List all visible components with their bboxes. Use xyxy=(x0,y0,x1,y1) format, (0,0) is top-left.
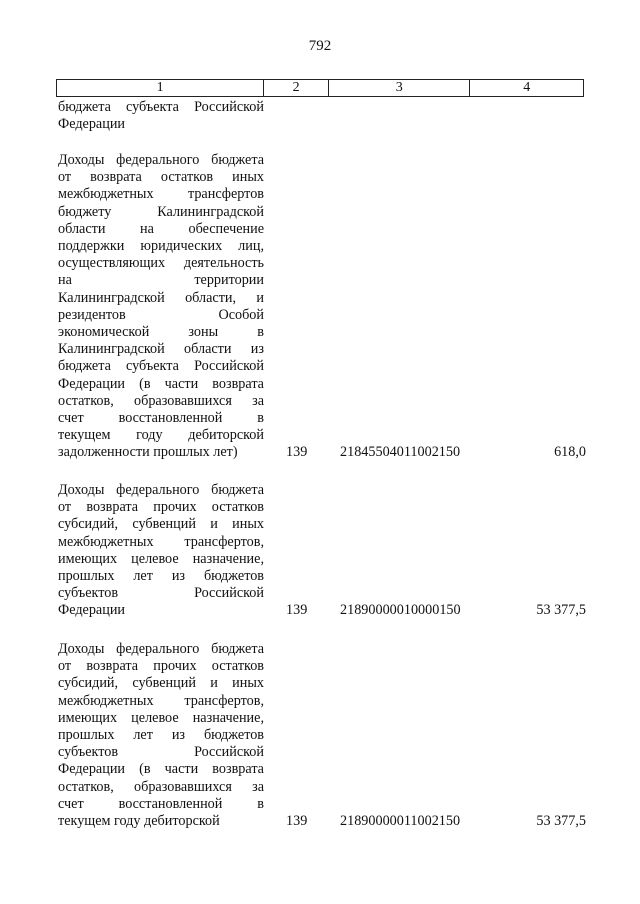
description-line: Калининградской области из xyxy=(58,341,264,358)
table-row xyxy=(58,152,586,462)
description-line: бюджета субъекта Российской xyxy=(58,99,264,115)
row-description xyxy=(58,152,264,462)
description-line: от возврата остатков иных xyxy=(58,169,264,186)
table-header xyxy=(56,79,584,97)
description-line: субсидий, субвенций и иных xyxy=(58,516,264,533)
table-row xyxy=(58,99,586,133)
description-line: области на обеспечение xyxy=(58,220,264,237)
description-line: Калининградской области, и xyxy=(58,289,264,306)
description-line: прошлых лет из бюджетов xyxy=(58,727,264,744)
description-line: Доходы федерального бюджета xyxy=(58,482,264,498)
description-line: остатков, образовавшихся за xyxy=(58,392,264,409)
description-line: Федерации (в части возврата xyxy=(58,375,264,392)
description-line: на территории xyxy=(58,272,264,289)
row-kbk: 21890000011002150 xyxy=(340,813,461,830)
description-line: от возврата прочих остатков xyxy=(58,658,264,675)
page-number: 792 xyxy=(308,38,332,54)
row-description xyxy=(58,641,264,830)
description-line: субъектов Российской xyxy=(58,744,264,761)
table-row xyxy=(58,482,586,620)
header-col-2: 2 xyxy=(264,80,329,96)
header-col-4: 4 xyxy=(523,80,531,95)
row-kbk: 21845504011002150 xyxy=(340,444,461,461)
row-amount: 618,0 xyxy=(554,444,586,461)
description-line: поддержки юридических лиц, xyxy=(58,238,264,255)
description-line: прошлых лет из бюджетов xyxy=(58,568,264,585)
description-line: субсидий, субвенций и иных xyxy=(58,675,264,692)
row-code: 139 xyxy=(286,602,308,619)
description-line: от возврата прочих остатков xyxy=(58,499,264,516)
header-col-1: 1 xyxy=(57,80,264,96)
description-line: счет восстановленной в xyxy=(58,410,264,427)
row-kbk: 21890000010000150 xyxy=(340,602,461,619)
description-line: межбюджетных трансфертов, xyxy=(58,533,264,550)
header-col-3: 3 xyxy=(329,80,470,96)
description-line: Федерации (в части возврата xyxy=(58,761,264,778)
description-line: бюджету Калининградской xyxy=(58,203,264,220)
row-code: 139 xyxy=(286,813,308,830)
description-line: Доходы федерального бюджета xyxy=(58,641,264,657)
description-line: имеющих целевое назначение, xyxy=(58,550,264,567)
row-code: 139 xyxy=(286,444,308,461)
description-line: экономической зоны в xyxy=(58,324,264,341)
description-line: Федерации xyxy=(58,602,126,619)
description-line: имеющих целевое назначение, xyxy=(58,709,264,726)
description-line: осуществляющих деятельность xyxy=(58,255,264,272)
row-description xyxy=(58,99,264,133)
description-line: остатков, образовавшихся за xyxy=(58,778,264,795)
description-line: задолженности прошлых лет) xyxy=(58,444,238,461)
description-line: межбюджетных трансфертов, xyxy=(58,692,264,709)
description-line: резидентов Особой xyxy=(58,306,264,323)
row-amount: 53 377,5 xyxy=(536,602,586,619)
description-line: субъектов Российской xyxy=(58,585,264,602)
description-line: текущем году дебиторской xyxy=(58,427,264,444)
description-line: текущем году дебиторской xyxy=(58,813,220,830)
description-line: Доходы федерального бюджета xyxy=(58,152,264,168)
table-row xyxy=(58,641,586,830)
description-line: межбюджетных трансфертов xyxy=(58,186,264,203)
description-line: Федерации xyxy=(58,116,126,133)
row-amount: 53 377,5 xyxy=(536,813,586,830)
row-description xyxy=(58,482,264,620)
description-line: счет восстановленной в xyxy=(58,795,264,812)
description-line: бюджета субъекта Российской xyxy=(58,358,264,375)
